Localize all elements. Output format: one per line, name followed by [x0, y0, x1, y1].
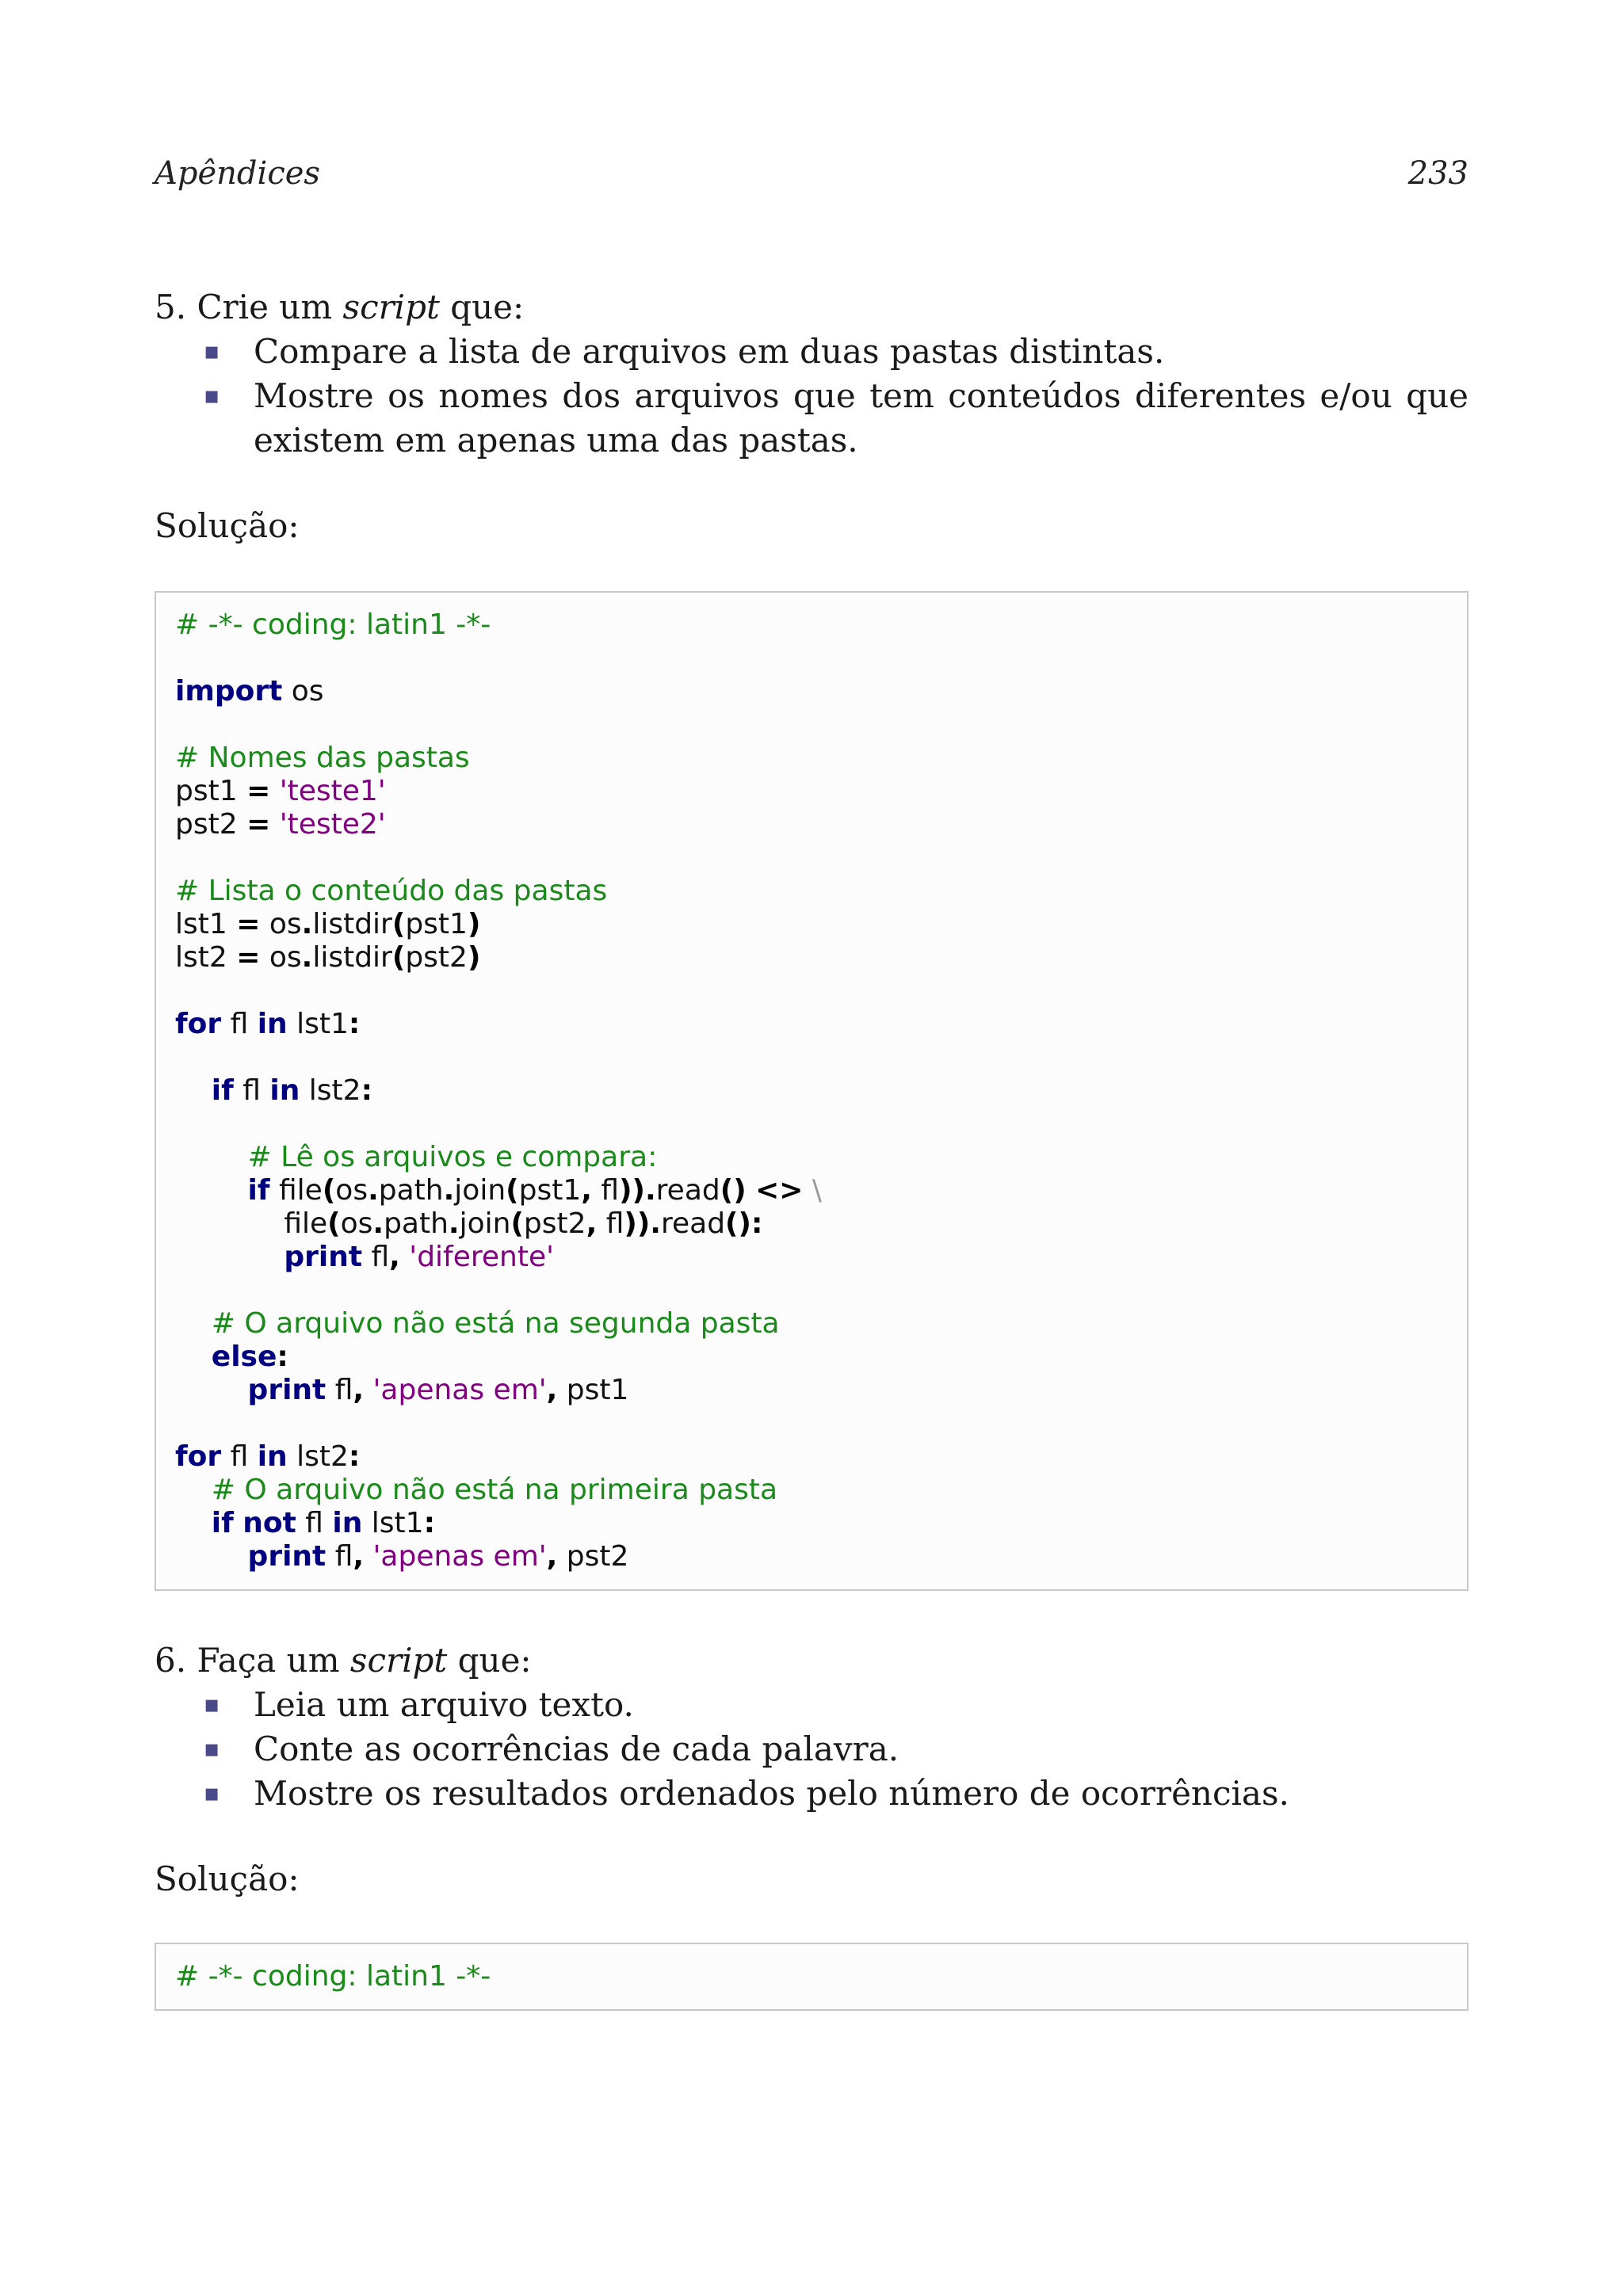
- code-keyword: not: [242, 1507, 296, 1539]
- code-comment: # Nomes das pastas: [175, 742, 470, 774]
- list-item-text: Conte as ocorrências de cada palavra.: [254, 1730, 899, 1768]
- list-item-text: Compare a lista de arquivos em duas pastas distintas.: [254, 332, 1165, 371]
- code-operator: )).: [624, 1207, 661, 1240]
- code-operator: (: [391, 941, 406, 974]
- code-keyword: for: [175, 1440, 222, 1473]
- code-text: pst1: [557, 1374, 629, 1406]
- code-line: [175, 1407, 1448, 1440]
- code-string: 'teste1': [279, 775, 386, 807]
- code-line: [175, 675, 1448, 708]
- code-keyword: print: [247, 1374, 327, 1406]
- code-line: [175, 1507, 1448, 1540]
- code-keyword: print: [284, 1241, 363, 1273]
- code-line: [175, 841, 1448, 875]
- exercise-6-title: [155, 1638, 532, 1683]
- code-operator: =: [236, 908, 261, 940]
- code-operator: (: [327, 1207, 341, 1240]
- code-operator: :: [361, 1074, 372, 1107]
- code-text: pst1: [518, 1174, 582, 1207]
- code-text: listdir: [312, 941, 392, 974]
- code-string: 'teste2': [279, 808, 386, 841]
- code-text: [270, 775, 279, 807]
- code-text: [175, 1174, 248, 1207]
- code-text: fl: [296, 1507, 333, 1539]
- code-operator: ,: [353, 1540, 365, 1573]
- code-string: 'diferente': [409, 1241, 555, 1273]
- bullet-icon: ▪: [204, 1779, 220, 1807]
- code-operator: ,: [581, 1174, 592, 1207]
- code-comment: # Lê os arquivos e compara:: [247, 1141, 658, 1173]
- code-text: [364, 1374, 372, 1406]
- code-text: os: [260, 941, 302, 974]
- code-text: fl: [233, 1074, 270, 1107]
- code-line: [175, 1341, 1448, 1374]
- line-continuation: \: [812, 1174, 823, 1207]
- code-line: [175, 1540, 1448, 1573]
- exercise-6-bullets: [155, 1683, 1468, 1816]
- code-text: os: [260, 908, 302, 940]
- code-operator: ): [467, 941, 481, 974]
- code-keyword: import: [175, 675, 283, 707]
- code-line: [175, 875, 1448, 908]
- code-line: [175, 1008, 1448, 1041]
- bullet-icon: ▪: [204, 1691, 220, 1718]
- code-line: [175, 642, 1448, 675]
- code-text: pst1: [175, 775, 247, 807]
- code-text: join: [454, 1174, 506, 1207]
- code-text: [234, 1507, 242, 1539]
- code-keyword: in: [269, 1074, 300, 1107]
- code-line: [175, 608, 1448, 642]
- exercise-6-text-after: que:: [457, 1641, 532, 1680]
- code-line: [175, 1307, 1448, 1341]
- solution-label: Solução:: [155, 1859, 300, 1898]
- code-line: [175, 808, 1448, 841]
- list-item: [155, 374, 1468, 463]
- exercise-5-number: 5.: [155, 288, 187, 326]
- code-comment: # Lista o conteúdo das pastas: [175, 875, 608, 907]
- code-operator: <>: [755, 1174, 804, 1207]
- code-keyword: if: [211, 1074, 234, 1107]
- code-text: [803, 1174, 812, 1207]
- code-line: [175, 1207, 1448, 1241]
- chapter-title: Apêndices: [155, 155, 320, 192]
- code-text: fl: [591, 1174, 620, 1207]
- code-string: 'apenas em': [372, 1540, 547, 1573]
- code-text: pst2: [405, 941, 468, 974]
- code-text: [175, 1507, 212, 1539]
- code-operator: .: [448, 1207, 460, 1240]
- code-operator: ): [467, 908, 481, 940]
- code-operator: ,: [586, 1207, 598, 1240]
- code-text: [175, 1307, 212, 1340]
- code-line: [175, 1960, 1448, 1993]
- code-text: [175, 1540, 248, 1573]
- code-text: file: [175, 1207, 328, 1240]
- code-comment: # O arquivo não está na primeira pasta: [211, 1474, 778, 1506]
- code-operator: :: [348, 1008, 361, 1040]
- code-operator: .: [301, 908, 313, 940]
- code-text: [175, 1474, 212, 1506]
- code-line: [175, 1474, 1448, 1507]
- code-keyword: else: [211, 1341, 277, 1373]
- code-text: [175, 1341, 212, 1373]
- code-text: fl: [221, 1008, 258, 1040]
- code-line: [175, 1241, 1448, 1274]
- code-text: lst1: [287, 1008, 349, 1040]
- exercise-6-number: 6.: [155, 1641, 187, 1680]
- code-comment: # -*- coding: latin1 -*-: [175, 1960, 491, 1993]
- exercise-5-emphasis: script: [342, 288, 440, 326]
- code-line: [175, 708, 1448, 742]
- code-keyword: for: [175, 1008, 222, 1040]
- code-line: [175, 1141, 1448, 1174]
- code-keyword: in: [332, 1507, 363, 1539]
- code-block: [175, 608, 1448, 1573]
- code-text: lst2: [300, 1074, 361, 1107]
- code-text: pst2: [557, 1540, 629, 1573]
- code-text: fl: [326, 1540, 353, 1573]
- code-operator: (: [510, 1207, 524, 1240]
- code-operator: (: [391, 908, 406, 940]
- code-text: lst2: [287, 1440, 349, 1473]
- code-operator: =: [236, 941, 261, 974]
- code-comment: # O arquivo não está na segunda pasta: [211, 1307, 780, 1340]
- code-keyword: in: [257, 1008, 288, 1040]
- code-keyword: print: [247, 1540, 327, 1573]
- code-line: [175, 1374, 1448, 1407]
- code-text: [175, 1141, 248, 1173]
- code-operator: .: [443, 1174, 455, 1207]
- code-text: fl: [221, 1440, 258, 1473]
- code-operator: =: [246, 775, 271, 807]
- code-text: [270, 808, 279, 841]
- page-number: 233: [1407, 155, 1468, 192]
- code-operator: (: [322, 1174, 336, 1207]
- code-line: [175, 908, 1448, 941]
- exercise-5-title: [155, 285, 524, 330]
- code-operator: (: [506, 1174, 519, 1207]
- code-line: [175, 941, 1448, 974]
- code-operator: ,: [353, 1374, 365, 1406]
- code-operator: :: [348, 1440, 361, 1473]
- exercise-6-emphasis: script: [349, 1641, 448, 1680]
- code-operator: :: [277, 1341, 288, 1373]
- code-text: [364, 1540, 372, 1573]
- bullet-icon: ▪: [204, 382, 220, 410]
- code-line: [175, 1041, 1448, 1074]
- code-line: [175, 974, 1448, 1008]
- code-line: [175, 1108, 1448, 1141]
- code-text: os: [340, 1207, 373, 1240]
- code-line: [175, 1074, 1448, 1108]
- code-text: [747, 1174, 755, 1207]
- code-keyword: if: [211, 1507, 234, 1539]
- code-operator: .: [301, 941, 313, 974]
- code-comment: # -*- coding: latin1 -*-: [175, 608, 491, 641]
- code-text: read: [660, 1207, 726, 1240]
- code-operator: :: [423, 1507, 435, 1539]
- code-operator: .: [372, 1207, 384, 1240]
- bullet-icon: ▪: [204, 338, 220, 365]
- code-operator: ,: [546, 1540, 558, 1573]
- code-text: [175, 1074, 212, 1107]
- code-string: 'apenas em': [372, 1374, 547, 1406]
- list-item-text: Mostre os resultados ordenados pelo número de ocorrências.: [254, 1774, 1289, 1813]
- code-text: path: [384, 1207, 449, 1240]
- list-item-text: Mostre os nomes dos arquivos que tem conteúdos diferentes e/ou que existem em apenas uma das pastas.: [254, 376, 1468, 460]
- code-block: [175, 1960, 1448, 1993]
- code-keyword: in: [257, 1440, 288, 1473]
- code-text: pst2: [523, 1207, 586, 1240]
- code-listing-2: [155, 1943, 1468, 2011]
- code-line: [175, 742, 1448, 775]
- code-text: join: [459, 1207, 511, 1240]
- code-line: [175, 775, 1448, 808]
- code-text: [175, 1374, 248, 1406]
- code-text: os: [282, 675, 324, 707]
- code-text: lst2: [175, 941, 237, 974]
- code-text: pst2: [175, 808, 247, 841]
- code-text: [400, 1241, 409, 1273]
- exercise-6-text-before: Faça um: [197, 1641, 340, 1680]
- exercise-5-text-before: Crie um: [197, 288, 333, 326]
- code-text: lst1: [362, 1507, 424, 1539]
- code-operator: ,: [546, 1374, 558, 1406]
- list-item: [155, 1772, 1468, 1816]
- list-item: [155, 330, 1468, 374]
- code-text: [175, 1241, 284, 1273]
- code-text: fl: [597, 1207, 624, 1240]
- code-operator: (): [720, 1174, 747, 1207]
- exercise-5-bullets: [155, 330, 1468, 463]
- code-text: listdir: [312, 908, 392, 940]
- code-text: file: [269, 1174, 323, 1207]
- code-operator: ():: [725, 1207, 763, 1240]
- code-operator: )).: [619, 1174, 656, 1207]
- code-operator: ,: [389, 1241, 400, 1273]
- code-text: fl: [362, 1241, 390, 1273]
- code-line: [175, 1174, 1448, 1207]
- code-operator: .: [368, 1174, 379, 1207]
- list-item: [155, 1727, 1468, 1772]
- code-line: [175, 1440, 1448, 1474]
- code-text: pst1: [405, 908, 468, 940]
- running-header: [155, 155, 1468, 192]
- exercise-5-text-after: que:: [450, 288, 525, 326]
- list-item-text: Leia um arquivo texto.: [254, 1685, 634, 1724]
- code-text: path: [378, 1174, 444, 1207]
- list-item: [155, 1683, 1468, 1727]
- code-listing-1: [155, 591, 1468, 1591]
- code-text: read: [655, 1174, 720, 1207]
- code-text: fl: [326, 1374, 353, 1406]
- code-line: [175, 1274, 1448, 1307]
- solution-label: Solução:: [155, 506, 300, 545]
- bullet-icon: ▪: [204, 1735, 220, 1763]
- code-keyword: if: [247, 1174, 270, 1207]
- code-text: os: [335, 1174, 369, 1207]
- code-text: lst1: [175, 908, 237, 940]
- code-operator: =: [246, 808, 271, 841]
